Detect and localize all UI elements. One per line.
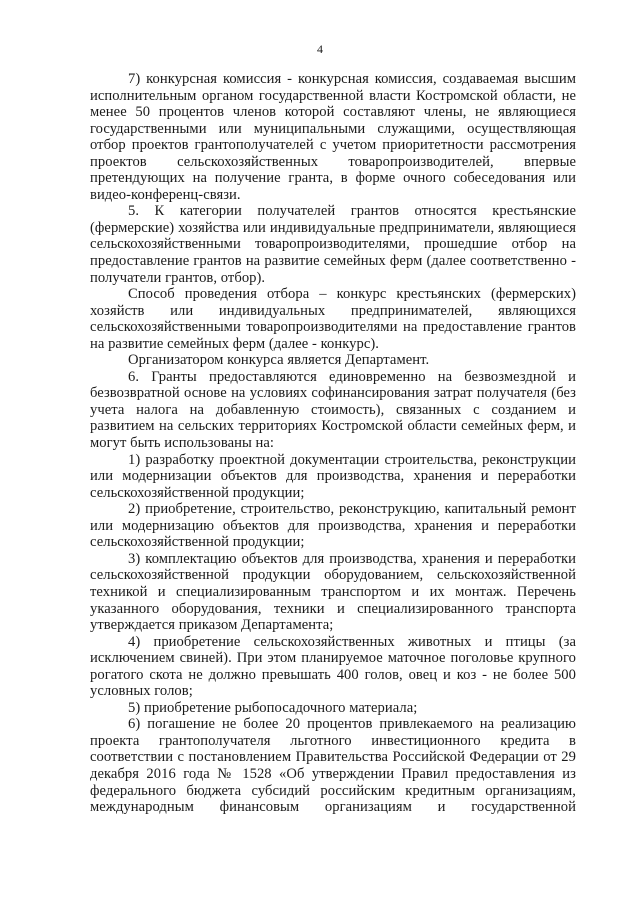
paragraph-6-grant-terms: 6. Гранты предоставляются единовременно на безвозмездной и безвозвратной основе на условиях софинансирования затрат получателя (без учета налога на добавленную стоимость), связанных с созданием и развитием на сельских территориях Костромской области семейных ферм, и могут быть использованы на:: [90, 368, 576, 452]
document-body: [90, 71, 576, 816]
list-item-2-construction: 2) приобретение, строительство, реконструкцию, капитальный ремонт или модернизацию объектов для производства, хранения и переработки сельскохозяйственной продукции;: [90, 501, 576, 551]
list-item-1-design-documentation: 1) разработку проектной документации строительства, реконструкции или модернизации объектов для производства, хранения и переработки сельскохозяйственной продукции;: [90, 451, 576, 501]
list-item-4-livestock: 4) приобретение сельскохозяйственных животных и птицы (за исключением свиней). При этом планируемое маточное поголовье крупного рогатого скота не должно превышать 400 голов, овец и коз - не более 500 условных голов;: [90, 633, 576, 700]
paragraph-selection-method: Способ проведения отбора – конкурс крестьянских (фермерских) хозяйств или индивидуальных предпринимателей, являющихся сельскохозяйственными товаропроизводителями на предоставление грантов на развитие семейных ферм (далее - конкурс).: [90, 286, 576, 352]
list-item-6-loan-repayment: 6) погашение не более 20 процентов привлекаемого на реализацию проекта грантополучателя льготного инвестиционного кредита в соответствии с постановлением Правительства Российской Федерации от 29 декабря 2016 года № 1528 «Об утверждении Правил предоставления из федерального бюджета субсидий российским кредитным организациям, международным финансовым организациям и государственной: [90, 716, 576, 816]
paragraph-5-grant-recipients: 5. К категории получателей грантов относятся крестьянские (фермерские) хозяйства или индивидуальные предприниматели, являющиеся сельскохозяйственными товаропроизводителями, прошедшие отбор на предоставление грантов на развитие семейных ферм (далее соответственно - получатели грантов, отбор).: [90, 203, 576, 286]
paragraph-item-7-competition-commission: 7) конкурсная комиссия - конкурсная комиссия, создаваемая высшим исполнительным органом государственной власти Костромской области, не менее 50 процентов членов которой составляют члены, не являющиеся государственными или муниципальными служащими, осуществляющая отбор проектов грантополучателей с учетом приоритетности рассмотрения проектов сельскохозяйственных товаропроизводителей, впервые претендующих на получение гранта, в форме очного собеседования или видео-конференц-связи.: [90, 71, 576, 203]
paragraph-organizer: Организатором конкурса является Департамент.: [128, 352, 430, 369]
list-item-3-equipment: 3) комплектацию объектов для производства, хранения и переработки сельскохозяйственной продукции оборудованием, сельскохозяйственной техникой и специализированным транспортом и их монтаж. Перечень указанного оборудования, техники и специализированного транспорта утверждается приказом Департамента;: [90, 550, 576, 634]
page-number: 4: [317, 42, 323, 56]
list-item-5-fish-stock: 5) приобретение рыбопосадочного материала;: [128, 699, 418, 716]
